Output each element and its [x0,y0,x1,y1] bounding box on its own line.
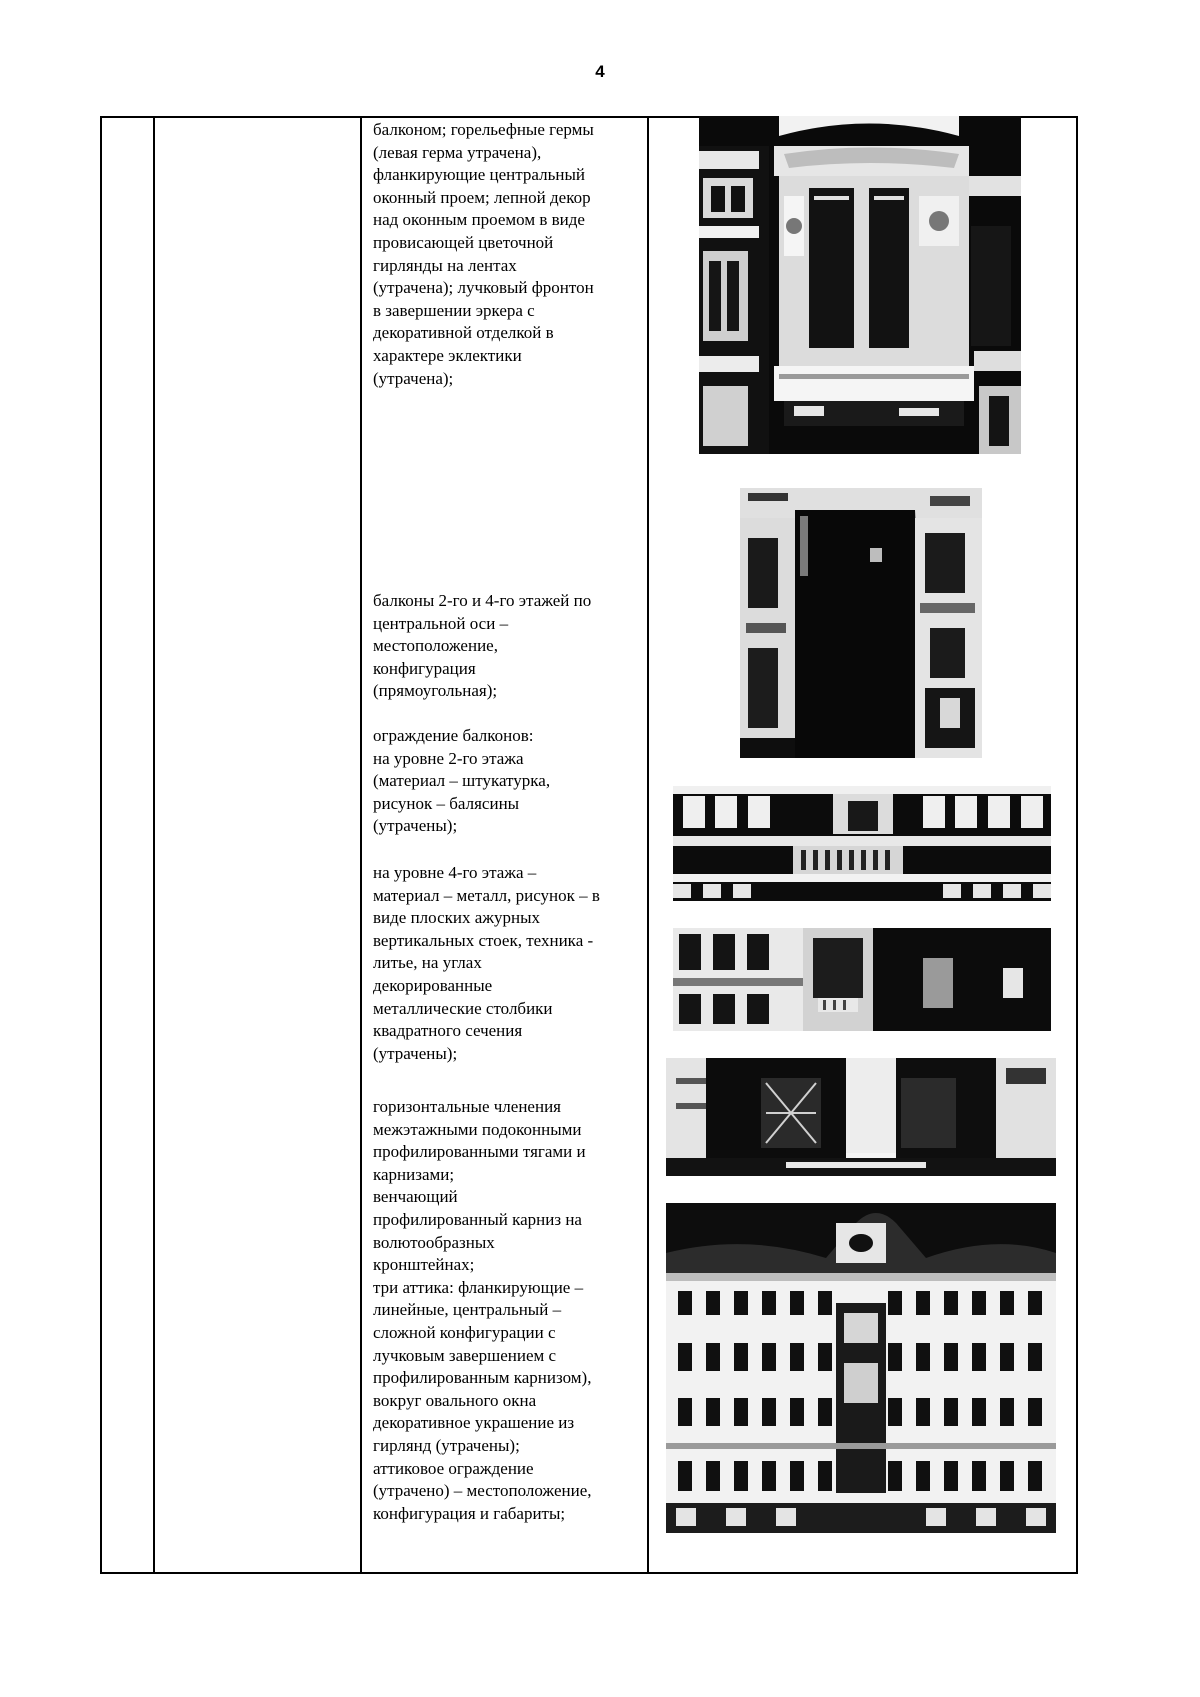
text-line: фланкирующие центральный [373,165,585,185]
text-line: вертикальных стоек, техника - [373,930,594,950]
text-line: три аттика: фланкирующие – [373,1277,584,1297]
text-line: вокруг овального окна [373,1390,537,1410]
text-line: местоположение, [373,636,498,656]
text-line: венчающий [373,1187,458,1207]
text-line: ограждение балконов: [373,726,534,745]
text-line: карнизами; [373,1164,455,1184]
text-line: (утрачена); лучковый фронтон [373,278,594,298]
text-line: декорированные [373,975,493,995]
text-line: лучковым завершением с [373,1345,557,1365]
text-line: материал – металл, рисунок – в [373,885,600,905]
table-bottom-border [100,1572,1078,1574]
text-line: над оконным проемом в виде [373,210,585,230]
text-line: конфигурация [373,658,476,678]
text-line: профилированным карнизом), [373,1368,592,1388]
text-line: (левая герма утрачена), [373,142,542,162]
text-line: на уровне 2-го этажа [373,748,524,768]
text-line: характере эклектики [373,345,522,365]
text-line: оконный проем; лепной декор [373,187,591,207]
text-block-erker [373,119,638,390]
text-line: рисунок – балясины [373,793,520,813]
text-line: (утрачены); [373,816,458,836]
text-line: аттиковое ограждение [373,1458,534,1478]
column-divider-2 [360,116,362,1574]
text-line: горизонтальные членения [373,1097,561,1116]
text-line: (прямоугольная); [373,681,498,701]
text-line: декоративное украшение из [373,1413,575,1433]
balcony-2nd-floor-photo [673,786,1051,901]
text-block-railing [373,725,638,838]
text-line: провисающей цветочной [373,232,554,252]
table-right-border [1076,116,1078,1574]
column-divider-1 [153,116,155,1574]
text-line: в завершении эркера с [373,300,535,320]
text-line: квадратного сечения [373,1021,523,1041]
facade-photo [666,1203,1056,1533]
balcony-central-axis-photo [740,488,982,758]
text-block-balconies [373,590,638,703]
text-line: литье, на углах [373,953,482,973]
page-number: 4 [595,62,605,81]
text-line: (утрачено) – местоположение, [373,1481,592,1501]
text-line: декоративной отделкой в [373,323,554,343]
metal-railing-photo [666,1058,1056,1176]
text-line: балконом; горельефные гермы [373,120,594,139]
balcony-4th-floor-photo [673,928,1051,1031]
text-line: сложной конфигурации с [373,1322,556,1342]
text-line: линейные, центральный – [373,1300,562,1320]
text-line: волютообразных [373,1232,495,1252]
text-line: конфигурация и габариты; [373,1503,566,1523]
text-line: гирлянды на лентах [373,255,517,275]
text-line: (материал – штукатурка, [373,771,551,791]
text-line: виде плоских ажурных [373,908,541,928]
text-block-horizontal-divisions [373,1096,638,1525]
text-line: (утрачена); [373,368,454,388]
text-line: (утрачены); [373,1043,458,1063]
text-block-railing-4th-floor [373,862,638,1065]
text-line: на уровне 4-го этажа – [373,863,537,882]
text-line: центральной оси – [373,613,509,633]
text-line: профилированными тягами и [373,1142,586,1162]
text-line: профилированный карниз на [373,1209,582,1229]
text-line: кронштейнах; [373,1255,475,1275]
text-line: межэтажными подоконными [373,1119,582,1139]
text-line: металлические столбики [373,998,553,1018]
text-line: гирлянд (утрачены); [373,1435,520,1455]
column-divider-3 [647,116,649,1574]
table-left-border [100,116,102,1574]
text-line: балконы 2-го и 4-го этажей по [373,591,592,610]
erker-photo [699,116,1021,454]
